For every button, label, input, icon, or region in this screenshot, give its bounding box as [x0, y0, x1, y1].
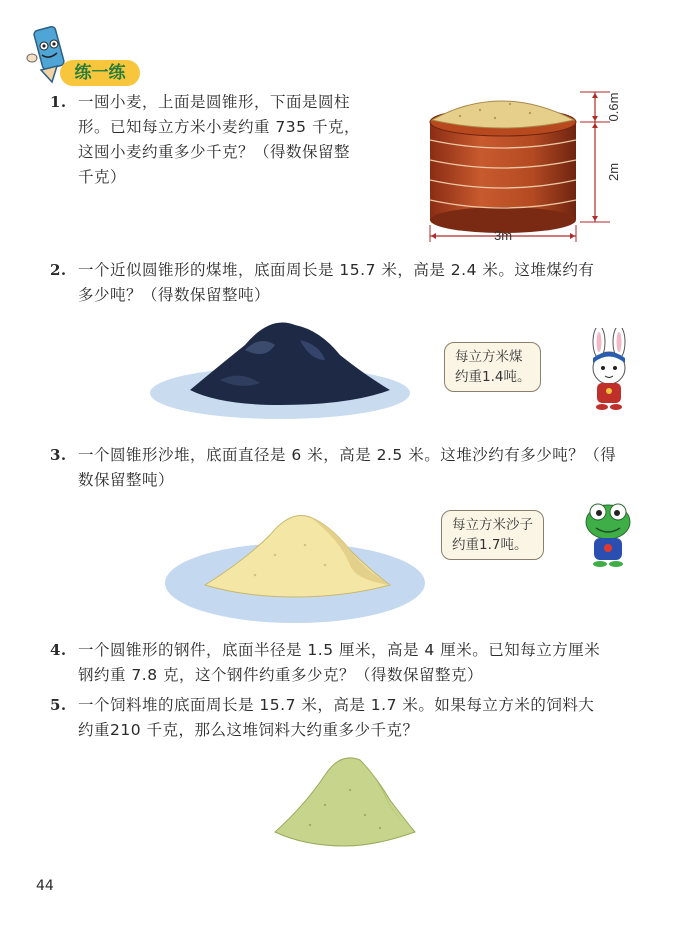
question-number: 4. — [50, 641, 67, 659]
frog-character-icon — [578, 498, 640, 570]
bubble-line: 每立方米煤 — [455, 349, 523, 365]
sand-pile-image — [165, 505, 430, 625]
question-line: 一个饲料堆的底面周长是 15.7 米，高是 1.7 米。如果每立方米的饲料大 — [78, 696, 595, 714]
question-line: 数保留整吨） — [78, 471, 175, 489]
coal-pile-image — [150, 305, 415, 425]
bubble-line: 约重1.4吨。 — [455, 369, 531, 385]
question-number: 2. — [50, 261, 67, 279]
feed-pile-image — [265, 750, 425, 850]
question-line: 这囤小麦约重多少千克？（得数保留整 — [78, 143, 351, 161]
page-number: 44 — [36, 878, 54, 894]
rabbit-character-icon — [575, 328, 645, 413]
question-number: 5. — [50, 696, 67, 714]
cylinder-body — [430, 122, 576, 220]
question-line: 一个圆锥形沙堆，底面直径是 6 米，高是 2.5 米。这堆沙约有多少吨？（得 — [78, 446, 617, 464]
question-line: 一囤小麦，上面是圆锥形，下面是圆柱 — [78, 93, 351, 111]
wheat-cone-top — [432, 101, 574, 128]
cylinder-height-label: 2m — [606, 162, 621, 182]
question-number: 1. — [50, 93, 67, 111]
coal-density-bubble — [444, 342, 541, 392]
question-line: 一个圆锥形的钢件，底面半径是 1.5 厘米，高是 4 厘米。已知每立方厘米 — [78, 641, 601, 659]
section-title: 练一练 — [60, 60, 140, 86]
question-line: 千克） — [78, 168, 127, 186]
bubble-line: 约重1.7吨。 — [452, 537, 528, 553]
sand-density-bubble — [441, 510, 544, 560]
cone-height-label: 0.6m — [606, 92, 621, 122]
question-number: 3. — [50, 446, 67, 464]
bubble-line: 每立方米沙子 — [452, 517, 533, 533]
question-line: 约重210 千克，那么这堆饲料大约重多少千克？ — [78, 721, 419, 739]
question-line: 形。已知每立方米小麦约重 735 千克， — [78, 118, 360, 136]
diameter-label: 3m — [493, 228, 513, 243]
question-line: 钢约重 7.8 克，这个钢件约重多少克？（得数保留整克） — [78, 666, 484, 684]
wheat-storage-figure — [420, 80, 640, 250]
question-line: 一个近似圆锥形的煤堆，底面周长是 15.7 米，高是 2.4 米。这堆煤约有 — [78, 261, 595, 279]
question-line: 多少吨？（得数保留整吨） — [78, 286, 271, 304]
